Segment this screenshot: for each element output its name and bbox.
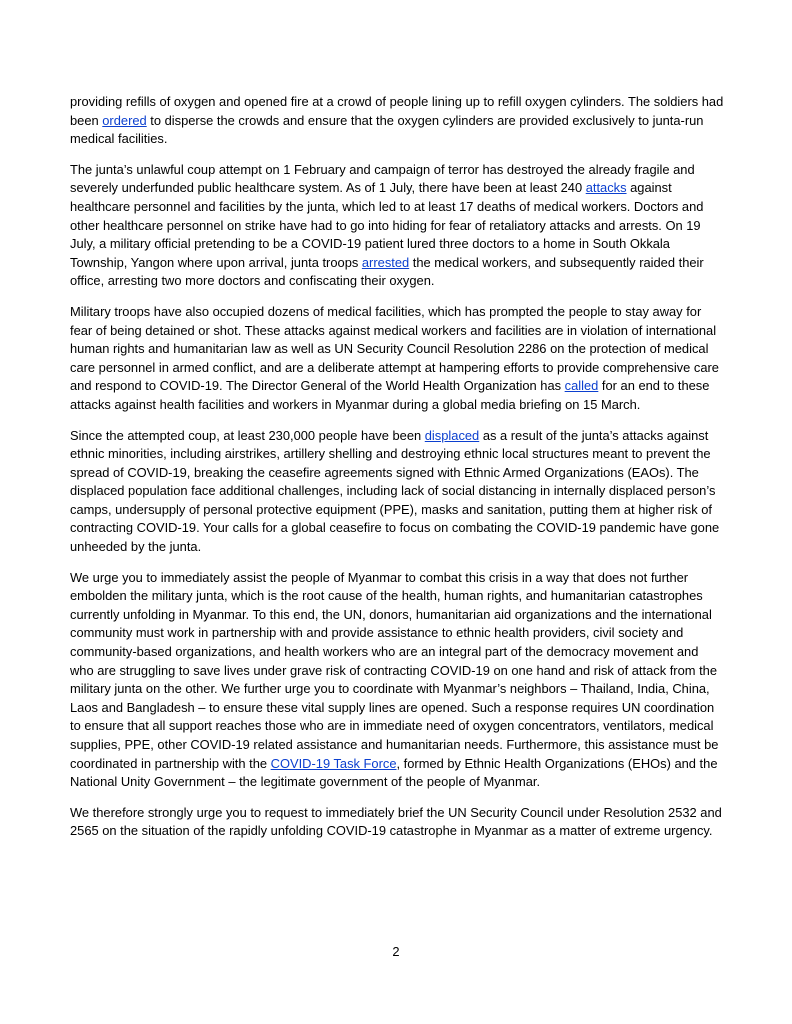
paragraph-security-council	[70, 804, 724, 841]
paragraph-text: to disperse the crowds and ensure that the oxygen cylinders are provided exclusively to junta-run medical facilities.	[70, 112, 704, 147]
document-body	[70, 93, 724, 853]
paragraph-text: providing refills of oxygen and opened fire at a crowd of people lining up to refill oxygen cylinders. The soldiers had been	[70, 94, 724, 128]
paragraph-healthcare-system	[70, 161, 724, 291]
paragraph-medical-facilities	[70, 303, 724, 415]
paragraph-urge-assistance	[70, 569, 724, 792]
link-arrested[interactable]: arrested	[361, 254, 410, 270]
paragraph-oxygen-attack	[70, 93, 724, 149]
paragraph-text: We therefore strongly urge you to request to immediately brief the UN Security Council under Resolution 2532 and 2565 on the situation of the rapidly unfolding COVID-19 catastrophe in Myanmar as a matter of extreme urgency.	[70, 804, 722, 839]
paragraph-text: Since the attempted coup, at least 230,000 people have been	[70, 427, 425, 443]
link-displaced[interactable]: displaced	[424, 427, 480, 443]
paragraph-text: against healthcare personnel and facilities by the junta, which led to at least 17 deaths of medical workers. Doctors and other healthcare personnel on strike have had to go into hiding for fear of retaliatory attacks and arrests. On 19 July, a military official pretending to be a COVID-19 patient lured three doctors to a home in South Okkala Township, Yangon where upon arrival, junta troops	[70, 180, 704, 270]
paragraph-text: The junta’s unlawful coup attempt on 1 February and campaign of terror has destroyed the already fragile and severely underfunded public healthcare system. As of 1 July, there have been at least 240	[70, 161, 695, 196]
paragraph-text: the medical workers, and subsequently raided their office, arresting two more doctors and confiscating their oxygen.	[70, 254, 704, 289]
link-attacks[interactable]: attacks	[585, 180, 627, 196]
paragraph-text: We urge you to immediately assist the people of Myanmar to combat this crisis in a way that does not further embolden the military junta, which is the root cause of the health, human rights, and humanitarian catastrophes currently unfolding in Myanmar. To this end, the UN, donors, humanitarian aid organizations and the international community must work in partnership with and provide assistance to ethnic health providers, civil society and community-based organizations, and health workers who are an integral part of the democracy movement and who are struggling to save lives under grave risk of contracting COVID-19 on one hand and risk of attack from the military junta on the other. We further urge you to coordinate with Myanmar’s neighbors – Thailand, India, China, Laos and Bangladesh – to ensure these vital supply lines are opened. Such a response requires UN coordination to ensure that all support reaches those who are in immediate need of oxygen concentrators, ventilators, medical supplies, PPE, other COVID-19 related assistance and humanitarian needs. Furthermore, this assistance must be coordinated in partnership with the	[70, 569, 719, 771]
link-called[interactable]: called	[564, 378, 599, 394]
paragraph-text: Military troops have also occupied dozens of medical facilities, which has prompted the people to stay away for fear of being detained or shot. These attacks against medical workers and facilities are in violation of international human rights and humanitarian law as well as UN Security Council Resolution 2286 on the protection of medical care personnel in armed conflict, and are a deliberate attempt at hampering efforts to provide comprehensive care and respond to COVID-19. The Director General of the World Health Organization has	[70, 303, 719, 394]
link-ordered[interactable]: ordered	[102, 112, 147, 128]
paragraph-text: , formed by Ethnic Health Organizations (EHOs) and the National Unity Government – the legitimate government of the people of Myanmar.	[70, 755, 718, 790]
link-covid-task-force[interactable]: COVID-19 Task Force	[270, 755, 397, 771]
paragraph-displacement	[70, 427, 724, 557]
paragraph-text: as a result of the junta’s attacks against ethnic minorities, including airstrikes, artillery shelling and destroying ethnic local structures meant to prevent the spread of COVID-19, breaking the ceasefire agreements signed with Ethnic Armed Organizations (EAOs). The displaced population face additional challenges, including lack of social distancing in internally displaced person’s camps, undersupply of personal protective equipment (PPE), masks and sanitation, putting them at higher risk of contracting COVID-19. Your calls for a global ceasefire to focus on combating the COVID-19 pandemic have gone unheeded by the junta.	[70, 427, 720, 555]
page-number: 2	[392, 944, 400, 959]
paragraph-text: for an end to these attacks against health facilities and workers in Myanmar during a global media briefing on 15 March.	[70, 378, 710, 412]
